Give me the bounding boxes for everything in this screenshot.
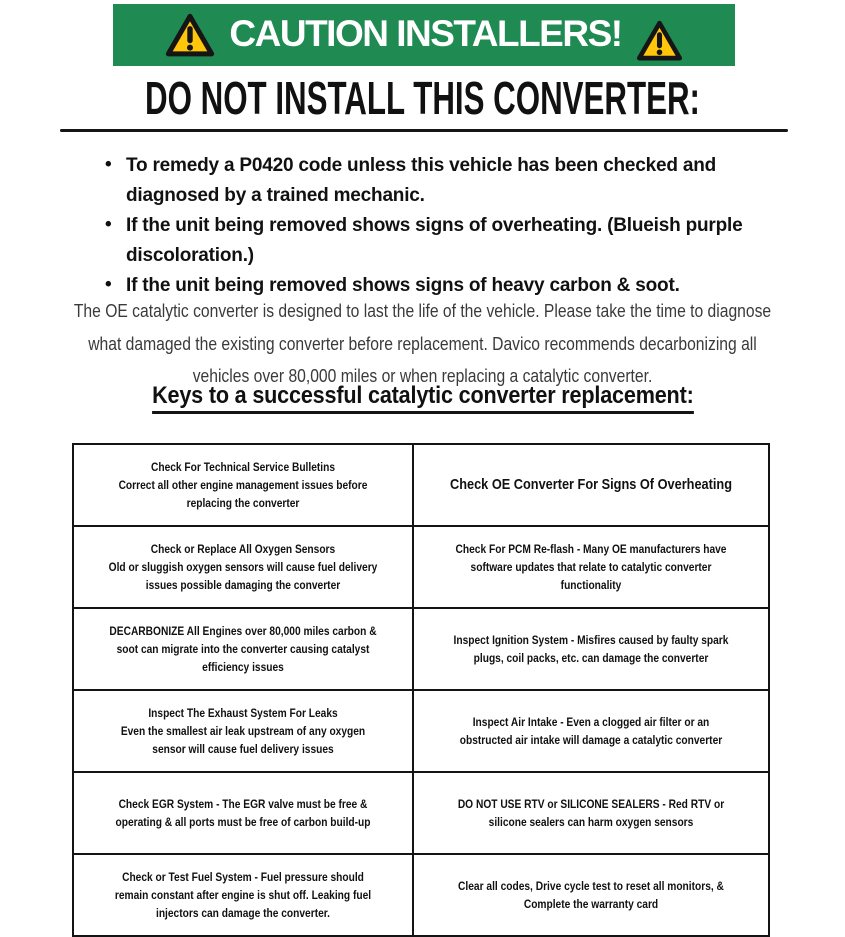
table-cell-right: DO NOT USE RTV or SILICONE SEALERS - Red RTV or silicone sealers can harm oxygen sensors xyxy=(413,772,769,854)
table-row xyxy=(73,854,769,936)
banner-title: CAUTION INSTALLERS! xyxy=(229,13,622,54)
warning-triangle-icon xyxy=(165,13,215,58)
warning-list-item: • If the unit being removed shows signs of heavy carbon & soot. xyxy=(103,271,742,301)
intro-paragraph: The OE catalytic converter is designed to last the life of the vehicle. Please take the time to diagnose what damaged the existing converter before replacement. Davico recommends decarbonizing all vehicles over 80,000 miles or when replacing a catalytic converter. xyxy=(73,301,772,386)
warning-list xyxy=(103,151,742,301)
keys-heading xyxy=(0,383,845,414)
table-cell-right: Inspect Ignition System - Misfires caused by faulty spark plugs, coil packs, etc. can damage the converter xyxy=(413,608,769,690)
keys-table xyxy=(72,443,770,937)
table-row xyxy=(73,526,769,608)
table-cell-left: Check For Technical Service Bulletins Correct all other engine management issues before replacing the converter xyxy=(73,444,413,526)
table-row xyxy=(73,608,769,690)
caution-banner xyxy=(113,4,735,66)
table-cell-left: Check or Test Fuel System - Fuel pressure should remain constant after engine is shut off. Leaking fuel injectors can damage the converter. xyxy=(73,854,413,936)
table-cell-left: DECARBONIZE All Engines over 80,000 miles carbon & soot can migrate into the converter causing catalyst efficiency issues xyxy=(73,608,413,690)
main-heading: DO NOT INSTALL THIS CONVERTER: xyxy=(145,72,700,124)
warning-list-item: • To remedy a P0420 code unless this vehicle has been checked and diagnosed by a trained mechanic. xyxy=(103,151,742,211)
table-cell-right: Check OE Converter For Signs Of Overheating xyxy=(413,444,769,526)
table-row xyxy=(73,444,769,526)
table-cell-left: Inspect The Exhaust System For Leaks Even the smallest air leak upstream of any oxygen sensor will cause fuel delivery issues xyxy=(73,690,413,772)
table-row xyxy=(73,690,769,772)
warning-list-item: • If the unit being removed shows signs of overheating. (Blueish purple discoloration.) xyxy=(103,211,742,271)
table-cell-right: Clear all codes, Drive cycle test to reset all monitors, & Complete the warranty card xyxy=(413,854,769,936)
table-cell-right: Inspect Air Intake - Even a clogged air filter or an obstructed air intake will damage a catalytic converter xyxy=(413,690,769,772)
table-row xyxy=(73,772,769,854)
table-cell-right: Check For PCM Re-flash - Many OE manufacturers have software updates that relate to catalytic converter functionality xyxy=(413,526,769,608)
table-cell-left: Check EGR System - The EGR valve must be free & operating & all ports must be free of carbon build-up xyxy=(73,772,413,854)
divider-line xyxy=(60,129,788,132)
keys-heading-text: Keys to a successful catalytic converter replacement: xyxy=(152,383,694,414)
warning-triangle-icon xyxy=(636,20,683,62)
table-cell-left: Check or Replace All Oxygen Sensors Old or sluggish oxygen sensors will cause fuel delivery issues possible damaging the converter xyxy=(73,526,413,608)
